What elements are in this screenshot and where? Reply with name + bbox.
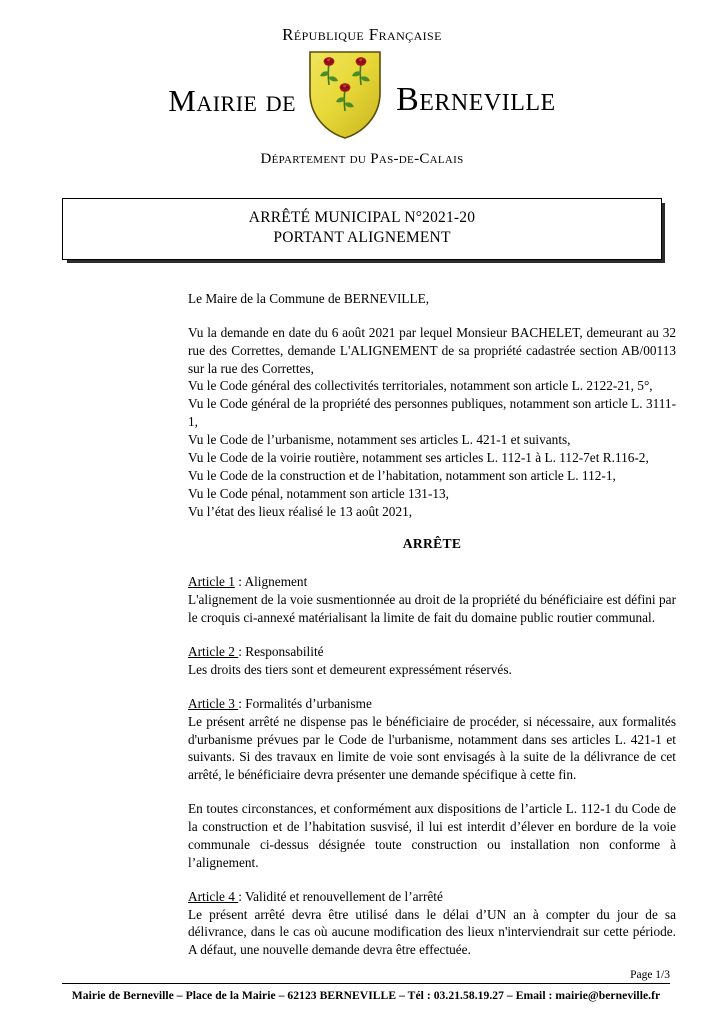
visa-item-1: Vu le Code général de la propriété des personnes publiques, notamment son article L. 3111-1,: [188, 396, 676, 430]
article-4-title: Validité et renouvellement de l’arrêté: [245, 888, 443, 904]
visa-item-0: Vu le Code général des collectivités territoriales, notamment son article L. 2122-21, 5°,: [188, 378, 653, 394]
title-box-wrapper: [62, 198, 662, 260]
article-2-separator: :: [238, 644, 246, 660]
letterhead: [0, 0, 724, 168]
salutation-paragraph: Le Maire de la Commune de BERNEVILLE,: [188, 290, 430, 306]
article-3-separator: :: [238, 695, 246, 711]
spacer: [188, 679, 676, 695]
article-4-separator: :: [238, 888, 245, 904]
spacer: [188, 520, 676, 536]
article-1-paragraph-0: L'alignement de la voie susmentionnée au droit de la propriété du bénéficiaire est défini par le croquis ci-annexé matérialisant la limite de fait du domaine public routier communal.: [188, 592, 676, 626]
mairie-title-row: [0, 49, 724, 141]
article-2-heading: [188, 643, 676, 661]
spacer: [188, 308, 676, 324]
coat-of-arms-icon: [306, 49, 384, 141]
article-1-heading: [188, 573, 676, 591]
article-3-paragraph-0: Le présent arrêté ne dispense pas le bénéficiaire de procéder, si nécessaire, aux formalités d'urbanisme prévues par le Code de l'urbanisme, notamment dans ses articles L. 421-1 et suivants. Si des travaux en limite de voie sont envisagés à la suite de la délivrance de cet arrêté, le bénéficiaire devra présenter une demande spécifique à cette fin.: [188, 713, 676, 783]
article-1-separator: :: [234, 574, 245, 590]
document-body: [188, 260, 676, 959]
article-4-number: Article 4: [188, 888, 239, 904]
article-3-paragraph-1: En toutes circonstances, et conformément aux dispositions de l’article L. 112-1 du Code de la construction et de l’habitation susvisé, il lui est interdit d’élever en bordure de la voie communale ci-dessus désignée toute construction ou installation non conforme à l’alignement.: [188, 801, 676, 870]
arrete-title-box: [62, 198, 662, 260]
spacer: [188, 552, 676, 573]
spacer: [188, 784, 676, 800]
visa-item-3: Vu le Code de la voirie routière, notamment ses articles L. 112-1 à L. 112-7et R.116-2,: [188, 449, 649, 465]
arrete-subject-line: PORTANT ALIGNEMENT: [273, 229, 451, 247]
spacer: [188, 627, 676, 643]
page-number: Page 1/3: [630, 969, 670, 981]
visa-item-6: Vu l’état des lieux réalisé le 13 août 2021,: [188, 503, 413, 519]
arrete-heading: ARRÊTE: [402, 536, 462, 552]
article-3-number: Article 3: [188, 695, 239, 711]
arrete-number-line: ARRÊTÉ MUNICIPAL N°2021-20: [248, 209, 476, 226]
mairie-prefix-text: Mairie de: [168, 82, 297, 118]
article-1-title: Alignement: [244, 574, 308, 590]
article-3-title: Formalités d’urbanisme: [245, 695, 372, 711]
article-4-heading: [188, 888, 676, 906]
article-2-number: Article 2: [188, 644, 239, 660]
article-3-heading: [188, 695, 676, 713]
visa-item-4: Vu le Code de la construction et de l’habitation, notamment son article L. 112-1,: [188, 467, 616, 483]
article-4-paragraph-0: Le présent arrêté devra être utilisé dans le délai d’UN an à compter du jour de sa délivrance, dans le cas où aucune modification des lieux n'interviendrait sur cette période. A défaut, une nouvelle demande devra être effectuée.: [188, 906, 676, 958]
republique-francaise-heading: République Française: [282, 25, 442, 44]
article-1-number: Article 1: [188, 574, 235, 590]
spacer: [188, 872, 676, 888]
commune-name-text: Berneville: [396, 81, 556, 118]
footer-contact-line: Mairie de Berneville – Place de la Mairie – 62123 BERNEVILLE – Tél : 03.21.58.19.27 – Email : mairie@berneville.fr: [71, 989, 661, 1002]
article-2-title: Responsabilité: [245, 644, 324, 660]
page-footer: [62, 969, 670, 1002]
visa-item-5: Vu le Code pénal, notamment son article 131-13,: [188, 485, 450, 501]
demande-paragraph: Vu la demande en date du 6 août 2021 par lequel Monsieur BACHELET, demeurant au 32 rue des Correttes, demande L'ALIGNEMENT de sa propriété cadastrée section AB/00113 sur la rue des Correttes,: [188, 324, 676, 376]
article-2-paragraph-0: Les droits des tiers sont et demeurent expressément réservés.: [188, 661, 512, 677]
departement-text: Département du Pas-de-Calais: [260, 151, 464, 167]
visa-item-2: Vu le Code de l’urbanisme, notamment ses articles L. 421-1 et suivants,: [188, 432, 571, 448]
